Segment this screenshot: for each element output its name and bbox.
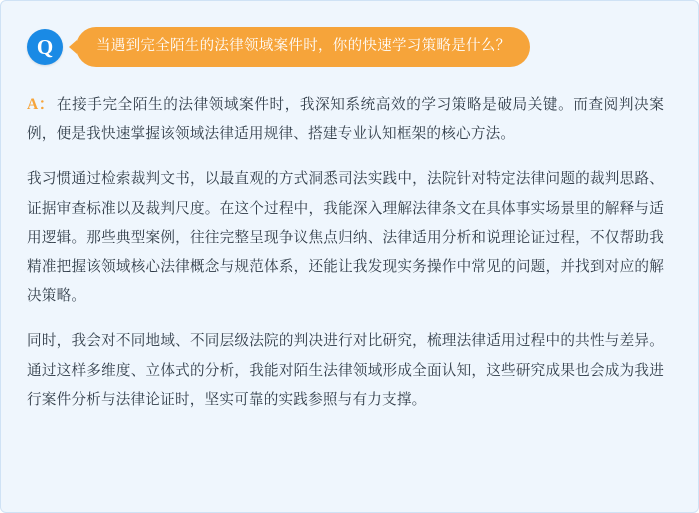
question-bubble: 当遇到完全陌生的法律领域案件时，你的快速学习策略是什么？ <box>76 27 530 67</box>
answer-paragraph-2: 我习惯通过检索裁判文书，以最直观的方式洞悉司法实践中，法院针对特定法律问题的裁判思路、证据审查标准以及裁判尺度。在这个过程中，我能深入理解法律条文在具体事实场景里的解释与适用逻辑。那些典型案例，往往完整呈现争议焦点归纳、法律适用分析和说理论证过程，不仅帮助我精准把握该领域核心法律概念与规范体系，还能让我发现实务操作中常见的问题，并找到对应的解决策略。 <box>27 171 664 305</box>
question-badge-icon: Q <box>27 29 63 65</box>
answer-paragraph-3: 同时，我会对不同地域、不同层级法院的判决进行对比研究，梳理法律适用过程中的共性与差异。通过这样多维度、立体式的分析，我能对陌生法律领域形成全面认知，这些研究成果也会成为我进行案件分析与法律论证时，坚实可靠的实践参照与有力支撑。 <box>27 333 664 408</box>
answer-paragraph-1-text: 在接手完全陌生的法律领域案件时，我深知系统高效的学习策略是破局关键。而查阅判决案例，便是我快速掌握该领域法律适用规律、搭建专业认知框架的核心方法。 <box>27 97 664 143</box>
answer-body <box>27 89 664 415</box>
answer-label: A： <box>27 96 55 114</box>
question-row <box>27 27 664 67</box>
answer-paragraph-1 <box>27 89 664 149</box>
